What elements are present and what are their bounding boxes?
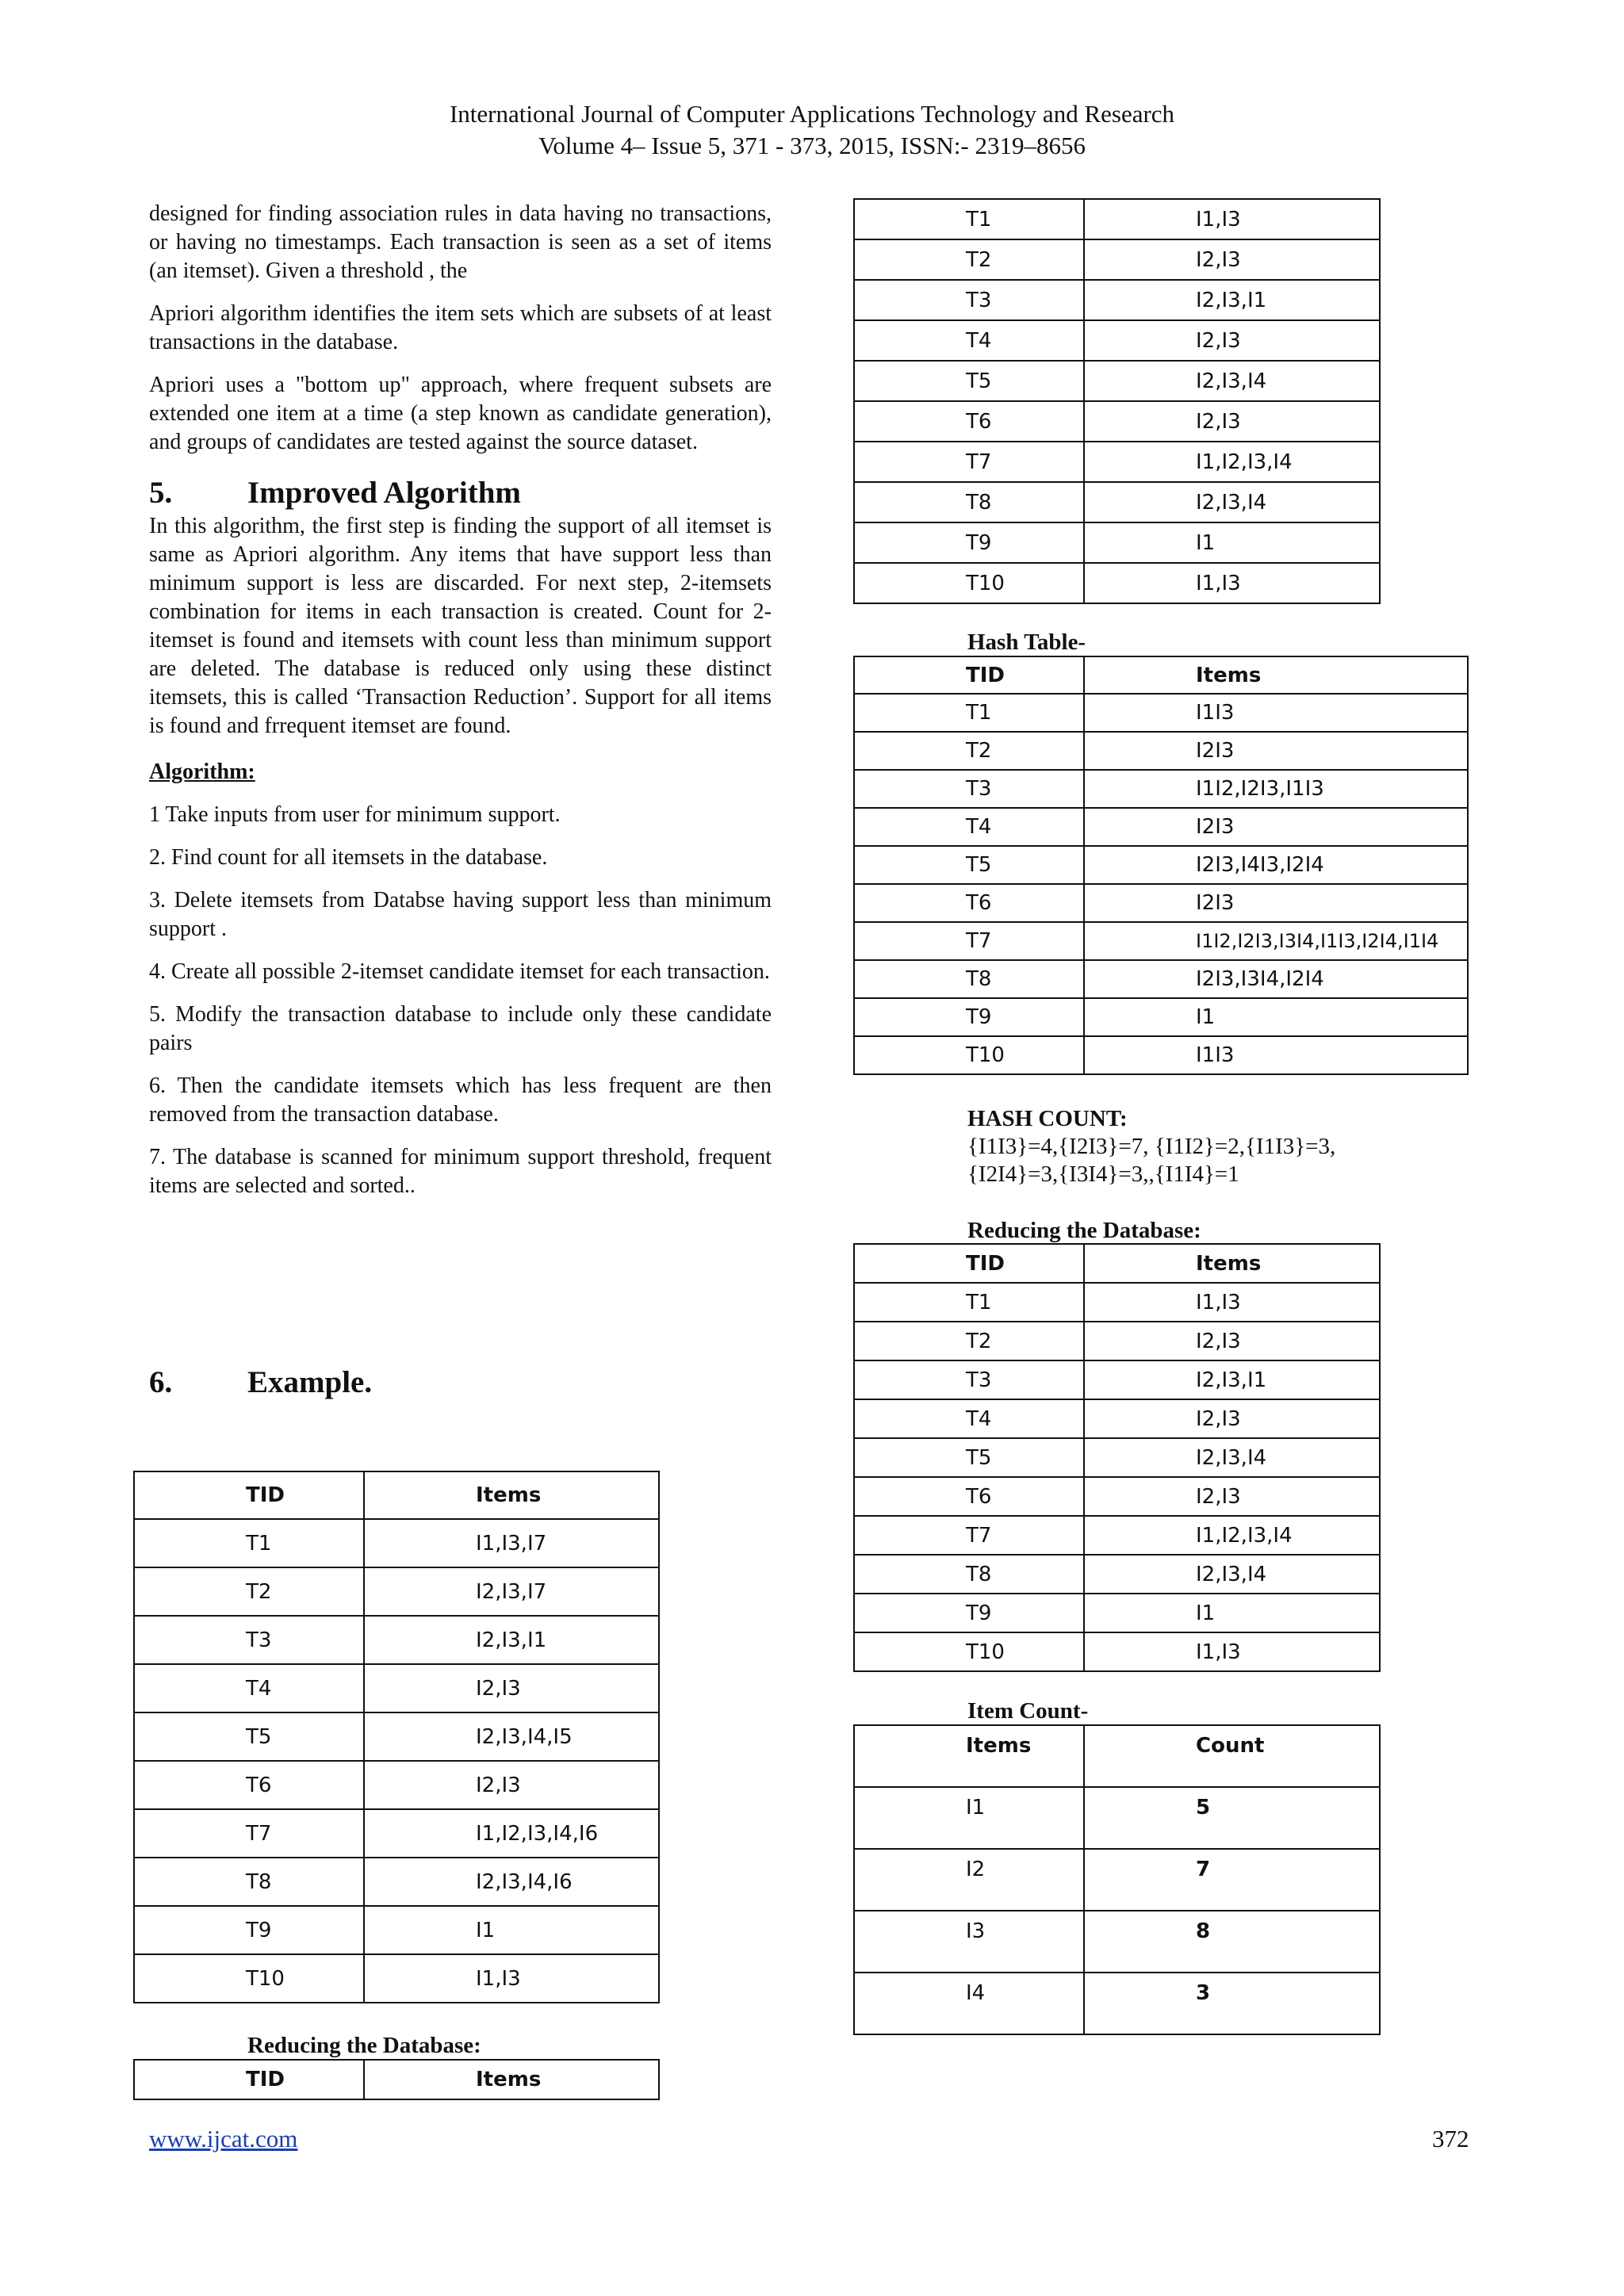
hash-count-line-2: {I2I4}=3,{I3I4}=3,,{I1I4}=1: [967, 1161, 1239, 1187]
table-row: [854, 1516, 1380, 1555]
cell-tid: T7: [854, 1516, 1084, 1555]
cell-tid: T10: [854, 1036, 1084, 1074]
cell-item: I1: [854, 1787, 1084, 1849]
cell-items: I2I3: [1084, 884, 1468, 922]
table-row: [854, 1283, 1380, 1322]
cell-tid: T5: [134, 1712, 364, 1761]
cell-items: I2I3: [1084, 732, 1468, 770]
cell-tid: T8: [854, 482, 1084, 522]
cell-tid: T6: [854, 1477, 1084, 1516]
cell-items: I1: [1084, 522, 1380, 563]
table-header-row: [854, 1725, 1380, 1787]
hash-table: [853, 656, 1469, 1075]
section-5-paragraph: In this algorithm, the first step is finding the support of all itemset is same as Apriori algorithm. Any items that have support less than minimum support is less are discarded. For next step, 2-itemsets combination for items in each transaction is created. Count for 2-itemset is found and itemsets with count less than minimum support are deleted. The database is reduced only using these distinct itemsets, this is called ‘Transaction Reduction’. Support for all items is found and frrequent itemset are found.: [149, 514, 772, 738]
table-row: [134, 1954, 659, 2003]
cell-items: I2,I3: [1084, 1399, 1380, 1438]
cell-tid: T10: [854, 563, 1084, 603]
cell-tid: T7: [854, 922, 1084, 960]
cell-tid: T9: [854, 998, 1084, 1036]
cell-tid: T3: [854, 280, 1084, 320]
cell-items: I2,I3: [1084, 1477, 1380, 1516]
cell-items: I1: [1084, 1594, 1380, 1632]
cell-items: I2,I3: [1084, 401, 1380, 442]
section-5-title: Improved Algorithm: [247, 476, 521, 510]
cell-tid: T1: [854, 1283, 1084, 1322]
cell-item: I3: [854, 1911, 1084, 1973]
table-row: [854, 280, 1380, 320]
table-row: [854, 998, 1468, 1036]
cell-tid: T5: [854, 361, 1084, 401]
cell-tid: T3: [854, 770, 1084, 808]
example-table: [133, 1471, 660, 2003]
cell-items: I1,I2,I3,I4: [1084, 1516, 1380, 1555]
cell-tid: T1: [134, 1519, 364, 1567]
cell-items: I1,I3,I7: [364, 1519, 659, 1567]
cell-count: 8: [1084, 1911, 1380, 1973]
cell-items: I2,I3: [364, 1761, 659, 1809]
cell-tid: T8: [134, 1858, 364, 1906]
section-6-number: 6.: [149, 1365, 173, 1399]
section-5-heading: [149, 474, 772, 512]
cell-items: I2,I3: [364, 1664, 659, 1712]
table-row: [134, 1664, 659, 1712]
table-row: [854, 482, 1380, 522]
journal-volume: Volume 4– Issue 5, 371 - 373, 2015, ISSN:- 2319–8656: [538, 132, 1086, 159]
table-row: [134, 1519, 659, 1567]
table-row: [854, 732, 1468, 770]
algorithm-step-6: 6. Then the candidate itemsets which has less frequent are then removed from the transaction database.: [149, 1073, 772, 1127]
header-items: Items: [1084, 656, 1468, 694]
cell-items: I1I3: [1084, 694, 1468, 732]
table-header-row: [854, 1244, 1380, 1283]
algorithm-step-5: 5. Modify the transaction database to include only these candidate pairs: [149, 1002, 772, 1055]
item-count-caption: Item Count-: [967, 1698, 1089, 1724]
cell-item: I4: [854, 1973, 1084, 2034]
cell-tid: T4: [854, 808, 1084, 846]
cell-items: I2,I3,I4: [1084, 482, 1380, 522]
cell-count: 7: [1084, 1849, 1380, 1911]
intro-paragraph-2: Apriori algorithm identifies the item sets which are subsets of at least transactions in the database.: [149, 301, 772, 354]
cell-items: I2I3,I3I4,I2I4: [1084, 960, 1468, 998]
cell-tid: T3: [134, 1616, 364, 1664]
table-row: [854, 884, 1468, 922]
table-row: [854, 1911, 1380, 1973]
table-row: [854, 1632, 1380, 1671]
header-items: Items: [1084, 1244, 1380, 1283]
journal-header: [0, 98, 1624, 162]
cell-items: I2,I3: [1084, 1322, 1380, 1360]
header-items: Items: [364, 1471, 659, 1519]
cell-items: I2,I3,I4: [1084, 1555, 1380, 1594]
cell-items: I1: [1084, 998, 1468, 1036]
cell-tid: T7: [854, 442, 1084, 482]
cell-tid: T4: [134, 1664, 364, 1712]
cell-item: I2: [854, 1849, 1084, 1911]
left-reducing-table: [133, 2059, 660, 2100]
algorithm-step-1: 1 Take inputs from user for minimum support.: [149, 802, 561, 827]
algorithm-heading: Algorithm:: [149, 760, 255, 784]
cell-items: I2,I3: [1084, 239, 1380, 280]
intro-paragraph-1: designed for finding association rules in data having no transactions, or having no timestamps. Each transaction is seen as a set of items (an itemset). Given a threshold , the: [149, 201, 772, 283]
cell-items: I2,I3,I1: [364, 1616, 659, 1664]
table-row: [854, 199, 1380, 239]
cell-items: I2,I3,I4,I5: [364, 1712, 659, 1761]
cell-items: I1I3: [1084, 1036, 1468, 1074]
left-reducing-caption: Reducing the Database:: [247, 2033, 481, 2058]
table-row: [854, 1477, 1380, 1516]
algorithm-step-2: 2. Find count for all itemsets in the database.: [149, 845, 548, 870]
header-count: Count: [1084, 1725, 1380, 1787]
hash-count-block: [967, 1105, 1335, 1188]
cell-tid: T8: [854, 1555, 1084, 1594]
cell-items: I2,I3,I4: [1084, 361, 1380, 401]
page-number: 372: [1432, 2125, 1469, 2152]
algorithm-step-3: 3. Delete itemsets from Databse having support less than minimum support .: [149, 888, 772, 941]
table-row: [134, 1761, 659, 1809]
table-row: [854, 1322, 1380, 1360]
table-row: [854, 1594, 1380, 1632]
table-row: [854, 1360, 1380, 1399]
journal-title: International Journal of Computer Applications Technology and Research: [449, 100, 1175, 128]
cell-count: 3: [1084, 1973, 1380, 2034]
header-tid: TID: [134, 2060, 364, 2099]
right-reducing-caption: Reducing the Database:: [967, 1218, 1201, 1243]
header-tid: TID: [134, 1471, 364, 1519]
intro-paragraph-3: Apriori uses a "bottom up" approach, where frequent subsets are extended one item at a time (a step known as candidate generation), and groups of candidates are tested against the source dataset.: [149, 373, 772, 454]
cell-items: I1,I2,I3,I4,I6: [364, 1809, 659, 1858]
cell-items: I1I2,I2I3,I1I3: [1084, 770, 1468, 808]
cell-tid: T3: [854, 1360, 1084, 1399]
cell-items: I2,I3,I7: [364, 1567, 659, 1616]
cell-items: I1,I3: [364, 1954, 659, 2003]
table-row: [854, 960, 1468, 998]
footer-website-link[interactable]: www.ijcat.com: [149, 2125, 298, 2152]
header-items: Items: [854, 1725, 1084, 1787]
cell-items: I2,I3,I1: [1084, 1360, 1380, 1399]
table-row: [854, 442, 1380, 482]
table-row: [134, 1712, 659, 1761]
cell-tid: T9: [854, 522, 1084, 563]
cell-items: I1: [364, 1906, 659, 1954]
header-tid: TID: [854, 656, 1084, 694]
cell-tid: T1: [854, 199, 1084, 239]
header-items: Items: [364, 2060, 659, 2099]
cell-tid: T8: [854, 960, 1084, 998]
table-row: [854, 808, 1468, 846]
table-header-row: [134, 2060, 659, 2099]
left-column: [149, 200, 772, 1215]
item-count-table: [853, 1724, 1381, 2035]
reduced-table: [853, 1243, 1381, 1672]
section-6-title: Example.: [247, 1365, 373, 1399]
table-row: [854, 770, 1468, 808]
cell-count: 5: [1084, 1787, 1380, 1849]
cell-tid: T10: [134, 1954, 364, 2003]
hash-count-title: HASH COUNT:: [967, 1106, 1128, 1131]
cell-tid: T1: [854, 694, 1084, 732]
table-row: [854, 522, 1380, 563]
cell-items: I1,I3: [1084, 563, 1380, 603]
cell-items: I2,I3,I1: [1084, 280, 1380, 320]
table-header-row: [854, 656, 1468, 694]
cell-items: I2I3,I4I3,I2I4: [1084, 846, 1468, 884]
table-row: [854, 1555, 1380, 1594]
cell-tid: T5: [854, 1438, 1084, 1477]
cell-tid: T2: [854, 1322, 1084, 1360]
cell-tid: T2: [134, 1567, 364, 1616]
table-row: [134, 1567, 659, 1616]
table-row: [134, 1616, 659, 1664]
cell-tid: T7: [134, 1809, 364, 1858]
cell-tid: T4: [854, 320, 1084, 361]
cell-tid: T10: [854, 1632, 1084, 1671]
cell-items: I2,I3,I4: [1084, 1438, 1380, 1477]
algorithm-step-4: 4. Create all possible 2-itemset candidate itemset for each transaction.: [149, 959, 770, 984]
cell-tid: T9: [854, 1594, 1084, 1632]
table-row: [854, 922, 1468, 960]
cell-tid: T4: [854, 1399, 1084, 1438]
table-row: [854, 1973, 1380, 2034]
table-row: [854, 1036, 1468, 1074]
cell-items: I1I2,I2I3,I3I4,I1I3,I2I4,I1I4: [1084, 922, 1468, 960]
table-row: [134, 1906, 659, 1954]
cell-items: I2I3: [1084, 808, 1468, 846]
section-5-number: 5.: [149, 476, 173, 510]
header-tid: TID: [854, 1244, 1084, 1283]
cell-items: I1,I3: [1084, 1632, 1380, 1671]
table-row: [854, 1787, 1380, 1849]
cell-items: I2,I3: [1084, 320, 1380, 361]
cell-items: I2,I3,I4,I6: [364, 1858, 659, 1906]
table-row: [854, 239, 1380, 280]
cell-tid: T9: [134, 1906, 364, 1954]
table-row: [854, 320, 1380, 361]
cell-items: I1,I3: [1084, 1283, 1380, 1322]
continued-table: [853, 198, 1381, 604]
table-row: [854, 1438, 1380, 1477]
cell-tid: T6: [854, 884, 1084, 922]
cell-tid: T6: [854, 401, 1084, 442]
section-6-heading: [149, 1364, 372, 1402]
hash-table-caption: Hash Table-: [967, 629, 1086, 655]
cell-tid: T2: [854, 732, 1084, 770]
table-row: [134, 1858, 659, 1906]
table-row: [854, 1849, 1380, 1911]
cell-items: I1,I3: [1084, 199, 1380, 239]
table-header-row: [134, 1471, 659, 1519]
cell-items: I1,I2,I3,I4: [1084, 442, 1380, 482]
algorithm-step-7: 7. The database is scanned for minimum support threshold, frequent items are selected and sorted..: [149, 1145, 772, 1198]
table-row: [854, 563, 1380, 603]
table-row: [854, 694, 1468, 732]
table-row: [854, 361, 1380, 401]
hash-count-line-1: {I1I3}=4,{I2I3}=7, {I1I2}=2,{I1I3}=3,: [967, 1134, 1336, 1159]
table-row: [854, 401, 1380, 442]
cell-tid: T6: [134, 1761, 364, 1809]
cell-tid: T2: [854, 239, 1084, 280]
table-row: [854, 846, 1468, 884]
table-row: [854, 1399, 1380, 1438]
cell-tid: T5: [854, 846, 1084, 884]
table-row: [134, 1809, 659, 1858]
